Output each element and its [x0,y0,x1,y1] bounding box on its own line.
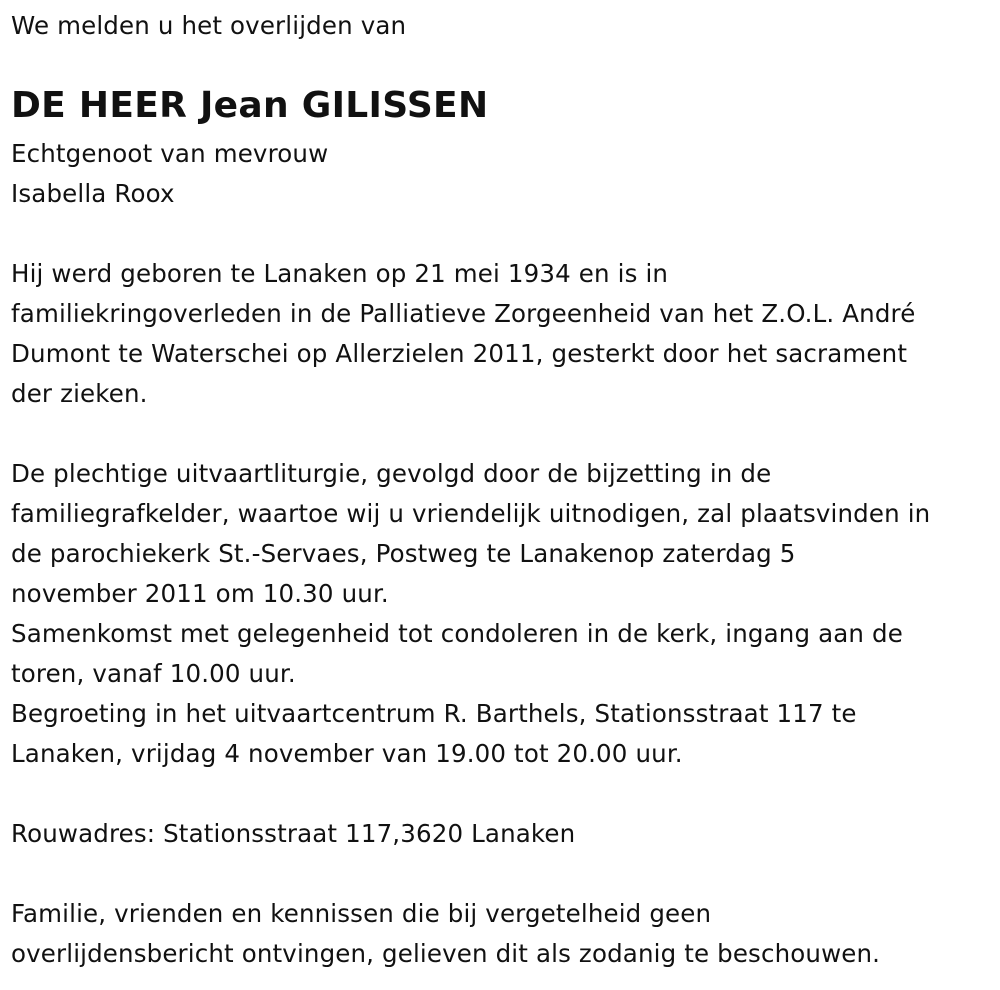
birth-death-paragraph [11,254,915,414]
mourning-address [11,814,575,854]
spouse-line: Isabella Roox [11,179,175,208]
paragraph-line: de parochiekerk St.-Servaes, Postweg te Lanakenop zaterdag 5 [11,539,796,568]
deceased-name: DE HEER Jean GILISSEN [11,85,489,126]
paragraph-line: overlijdensbericht ontvingen, gelieven dit als zodanig te beschouwen. [11,939,881,968]
spouse-line: Echtgenoot van mevrouw [11,139,329,168]
family-note-paragraph [11,894,880,974]
paragraph-line: november 2011 om 10.30 uur. [11,579,389,608]
spouse-block [11,134,328,214]
paragraph-line: der zieken. [11,379,148,408]
paragraph-line: Hij werd geboren te Lanaken op 21 mei 1934 en is in [11,259,669,288]
paragraph-line: Samenkomst met gelegenheid tot condoleren in de kerk, ingang aan de [11,619,903,648]
paragraph-line: familiegrafkelder, waartoe wij u vriendelijk uitnodigen, zal plaatsvinden in [11,499,931,528]
intro-text: We melden u het overlijden van [11,11,407,40]
address-line: Rouwadres: Stationsstraat 117,3620 Lanaken [11,819,576,848]
paragraph-line: Lanaken, vrijdag 4 november van 19.00 tot 20.00 uur. [11,739,683,768]
paragraph-line: toren, vanaf 10.00 uur. [11,659,296,688]
paragraph-line: Familie, vrienden en kennissen die bij vergetelheid geen [11,899,712,928]
funeral-paragraph [11,454,930,774]
paragraph-line: De plechtige uitvaartliturgie, gevolgd door de bijzetting in de [11,459,772,488]
paragraph-line: Dumont te Waterschei op Allerzielen 2011, gesterkt door het sacrament [11,339,908,368]
paragraph-line: familiekringoverleden in de Palliatieve Zorgeenheid van het Z.O.L. André [11,299,916,328]
paragraph-line: Begroeting in het uitvaartcentrum R. Barthels, Stationsstraat 117 te [11,699,857,728]
